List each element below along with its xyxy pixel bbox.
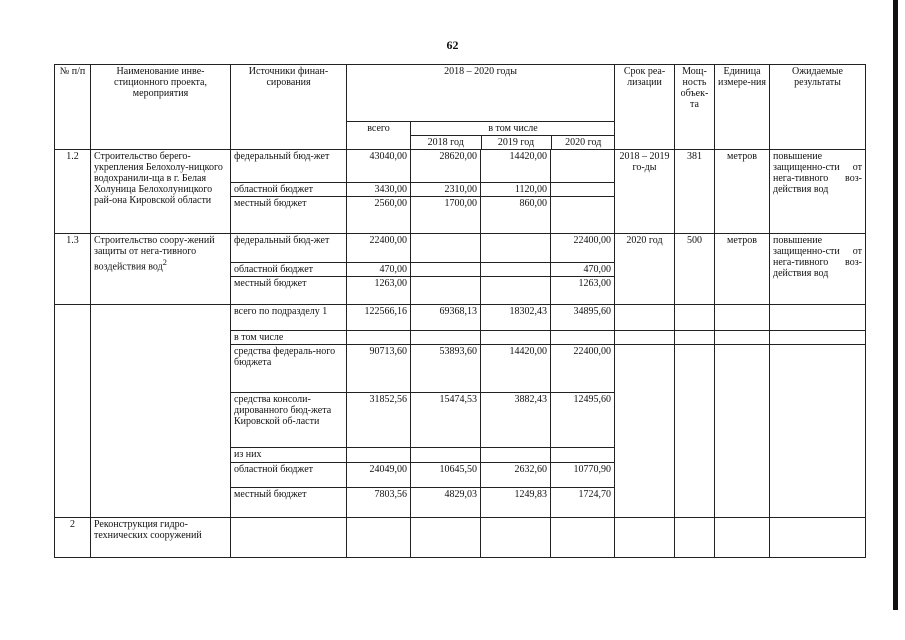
footnote-mark: 2	[162, 258, 167, 267]
value-2020: 1724,70	[551, 488, 615, 518]
investment-table	[54, 64, 866, 558]
source-label: федеральный бюд-жет	[231, 150, 347, 183]
project-name-text: Строительство соору-жений защиты от нега-тивного воздействия вод	[94, 235, 215, 273]
empty-cell	[770, 331, 866, 345]
value-total: 3430,00	[347, 183, 411, 197]
empty-cell	[770, 305, 866, 331]
scan-edge-bar	[893, 0, 898, 610]
source-label: федеральный бюд-жет	[231, 234, 347, 263]
source-label: в том числе	[231, 331, 347, 345]
value-2020: 22400,00	[551, 234, 615, 263]
project-power: 381	[675, 150, 715, 234]
header-num: № п/п	[55, 65, 91, 150]
empty-cell	[411, 518, 481, 558]
value-2019	[481, 234, 551, 263]
value-2020	[551, 150, 615, 183]
value-2020	[551, 197, 615, 234]
empty-cell	[551, 448, 615, 463]
value-2020: 470,00	[551, 263, 615, 277]
empty-cell	[675, 305, 715, 331]
value-2019: 1249,83	[481, 488, 551, 518]
value-total: 1263,00	[347, 277, 411, 305]
header-results: Ожидаемые результаты	[770, 65, 866, 150]
empty-cell	[770, 345, 866, 518]
empty-cell	[715, 331, 770, 345]
value-2018	[411, 263, 481, 277]
project-results: повышение защищенно-сти от нега-тивного воз-действия вод	[770, 234, 866, 305]
source-label: местный бюджет	[231, 197, 347, 234]
source-label: местный бюджет	[231, 488, 347, 518]
value-total: 7803,56	[347, 488, 411, 518]
value-2020: 12495,60	[551, 393, 615, 448]
empty-cell	[551, 518, 615, 558]
source-label: всего по подразделу 1	[231, 305, 347, 331]
empty-cell	[347, 331, 411, 345]
source-label: областной бюджет	[231, 263, 347, 277]
project-unit: метров	[715, 150, 770, 234]
table-row	[55, 234, 866, 263]
empty-cell	[615, 331, 675, 345]
header-2020: 2020 год	[565, 137, 602, 148]
empty-cell	[675, 518, 715, 558]
header-including: в том числе	[411, 122, 615, 136]
empty-cell	[615, 345, 675, 518]
empty-cell	[411, 448, 481, 463]
empty-cell	[231, 518, 347, 558]
source-label: из них	[231, 448, 347, 463]
empty-cell	[481, 448, 551, 463]
value-2019: 3882,43	[481, 393, 551, 448]
project-name	[91, 234, 231, 305]
value-2019: 2632,60	[481, 463, 551, 488]
header-years: 2018 – 2020 годы	[347, 65, 615, 122]
empty-cell	[715, 345, 770, 518]
value-total: 470,00	[347, 263, 411, 277]
table-row	[55, 518, 866, 558]
value-2019: 18302,43	[481, 305, 551, 331]
section-name: Реконструкция гидро-технических сооружений	[91, 518, 231, 558]
value-total: 31852,56	[347, 393, 411, 448]
value-2019: 860,00	[481, 197, 551, 234]
section-num: 2	[55, 518, 91, 558]
empty-cell	[675, 331, 715, 345]
project-power: 500	[675, 234, 715, 305]
source-label: средства федераль-ного бюджета	[231, 345, 347, 393]
project-name: Строительство берего-укрепления Белохолу-ницкого водохранили-ща в г. Белая Холуница Белохолуницкого рай-она Кировской области	[91, 150, 231, 234]
table-row	[55, 305, 866, 331]
header-row	[55, 65, 866, 122]
empty-cell	[347, 448, 411, 463]
empty-cell	[615, 305, 675, 331]
empty-cell	[615, 518, 675, 558]
value-2018: 2310,00	[411, 183, 481, 197]
header-power: Мощ-ность объек-та	[675, 65, 715, 150]
value-2018: 4829,03	[411, 488, 481, 518]
value-2019	[481, 263, 551, 277]
value-total: 122566,16	[347, 305, 411, 331]
value-2018: 15474,53	[411, 393, 481, 448]
empty-cell	[481, 331, 551, 345]
empty-cell	[411, 331, 481, 345]
value-2018	[411, 234, 481, 263]
value-2019: 14420,00	[481, 345, 551, 393]
project-num: 1.2	[55, 150, 91, 234]
empty-cell	[347, 518, 411, 558]
project-results: повышение защищенно-сти от нега-тивного воз-действия вод	[770, 150, 866, 234]
subtotal-num-cell	[55, 305, 91, 518]
value-2020: 22400,00	[551, 345, 615, 393]
subtotal-name-cell	[91, 305, 231, 518]
project-term: 2020 год	[615, 234, 675, 305]
empty-cell	[481, 518, 551, 558]
value-2018	[411, 277, 481, 305]
page-number: 62	[446, 38, 459, 52]
value-2020: 34895,60	[551, 305, 615, 331]
header-including-cell	[411, 122, 615, 150]
table-row	[55, 150, 866, 183]
empty-cell	[715, 305, 770, 331]
project-num: 1.3	[55, 234, 91, 305]
project-term: 2018 – 2019 го-ды	[615, 150, 675, 234]
header-unit: Единица измере-ния	[715, 65, 770, 150]
value-2018: 53893,60	[411, 345, 481, 393]
value-2019: 1120,00	[481, 183, 551, 197]
value-2020: 1263,00	[551, 277, 615, 305]
value-total: 22400,00	[347, 234, 411, 263]
value-2019	[481, 277, 551, 305]
value-total: 90713,60	[347, 345, 411, 393]
header-total: всего	[347, 122, 411, 150]
value-2018: 10645,50	[411, 463, 481, 488]
value-total: 43040,00	[347, 150, 411, 183]
header-name: Наименование инве-стиционного проекта, мероприятия	[91, 65, 231, 150]
value-2018: 1700,00	[411, 197, 481, 234]
header-term: Срок реа-лизации	[615, 65, 675, 150]
empty-cell	[551, 331, 615, 345]
value-2019: 14420,00	[481, 150, 551, 183]
header-sources: Источники финан-сирования	[231, 65, 347, 150]
empty-cell	[770, 518, 866, 558]
project-unit: метров	[715, 234, 770, 305]
source-label: областной бюджет	[231, 463, 347, 488]
header-year-split	[411, 122, 615, 149]
empty-cell	[675, 345, 715, 518]
value-total: 2560,00	[347, 197, 411, 234]
source-label: местный бюджет	[231, 277, 347, 305]
source-label: средства консоли-дированного бюд-жета Кировской об-ласти	[231, 393, 347, 448]
value-2018: 28620,00	[411, 150, 481, 183]
value-total: 24049,00	[347, 463, 411, 488]
empty-cell	[715, 518, 770, 558]
header-2019: 2019 год	[481, 136, 551, 150]
source-label: областной бюджет	[231, 183, 347, 197]
value-2018: 69368,13	[411, 305, 481, 331]
value-2020	[551, 183, 615, 197]
header-2018: 2018 год	[411, 136, 481, 150]
value-2020: 10770,90	[551, 463, 615, 488]
